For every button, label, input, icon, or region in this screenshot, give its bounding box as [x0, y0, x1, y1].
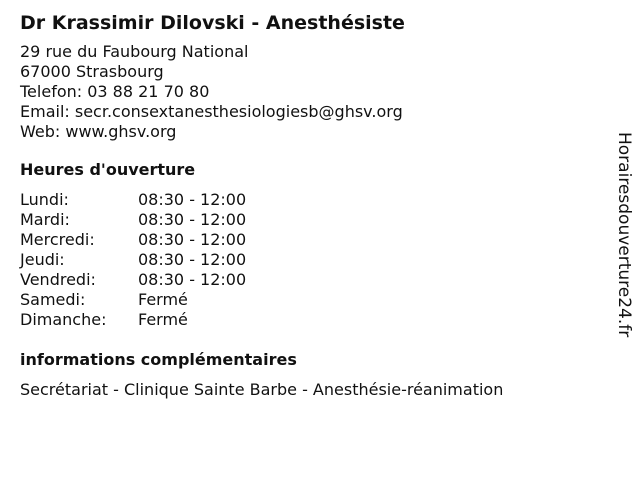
page-title: Dr Krassimir Dilovski - Anesthésiste: [20, 12, 405, 34]
hours-row-tuesday: [20, 210, 600, 230]
business-card: [20, 10, 600, 400]
site-watermark-text: Horairesdouverture24.fr: [614, 132, 634, 338]
day-label: Vendredi:: [20, 270, 96, 289]
hours-row-wednesday: [20, 230, 600, 250]
contact-block: [20, 42, 600, 142]
time-value: 08:30 - 12:00: [138, 230, 247, 249]
hours-row-friday: [20, 270, 600, 290]
day-label: Mercredi:: [20, 230, 95, 249]
day-label: Mardi:: [20, 210, 70, 229]
time-value: 08:30 - 12:00: [138, 210, 247, 229]
side-watermark: [612, 132, 636, 372]
info-title: informations complémentaires: [20, 350, 297, 369]
hours-row-thursday: [20, 250, 600, 270]
day-label: Dimanche:: [20, 310, 107, 329]
web-line: Web: www.ghsv.org: [20, 122, 177, 141]
day-label: Jeudi:: [20, 250, 65, 269]
address-line-1: 29 rue du Faubourg National: [20, 42, 249, 61]
day-label: Lundi:: [20, 190, 69, 209]
day-label: Samedi:: [20, 290, 86, 309]
hours-row-saturday: [20, 290, 600, 310]
hours-title: Heures d'ouverture: [20, 160, 196, 179]
email-line: Email: secr.consextanesthesiologiesb@ghsv.org: [20, 102, 403, 121]
time-value: 08:30 - 12:00: [138, 270, 247, 289]
hours-row-monday: [20, 190, 600, 210]
time-value: Fermé: [138, 290, 188, 309]
address-line-2: 67000 Strasbourg: [20, 62, 164, 81]
hours-row-sunday: [20, 310, 600, 330]
time-value: Fermé: [138, 310, 188, 329]
time-value: 08:30 - 12:00: [138, 250, 247, 269]
opening-hours-list: [20, 190, 600, 330]
phone-line: Telefon: 03 88 21 70 80: [20, 82, 210, 101]
info-text: Secrétariat - Clinique Sainte Barbe - Anesthésie-réanimation: [20, 380, 504, 399]
time-value: 08:30 - 12:00: [138, 190, 247, 209]
